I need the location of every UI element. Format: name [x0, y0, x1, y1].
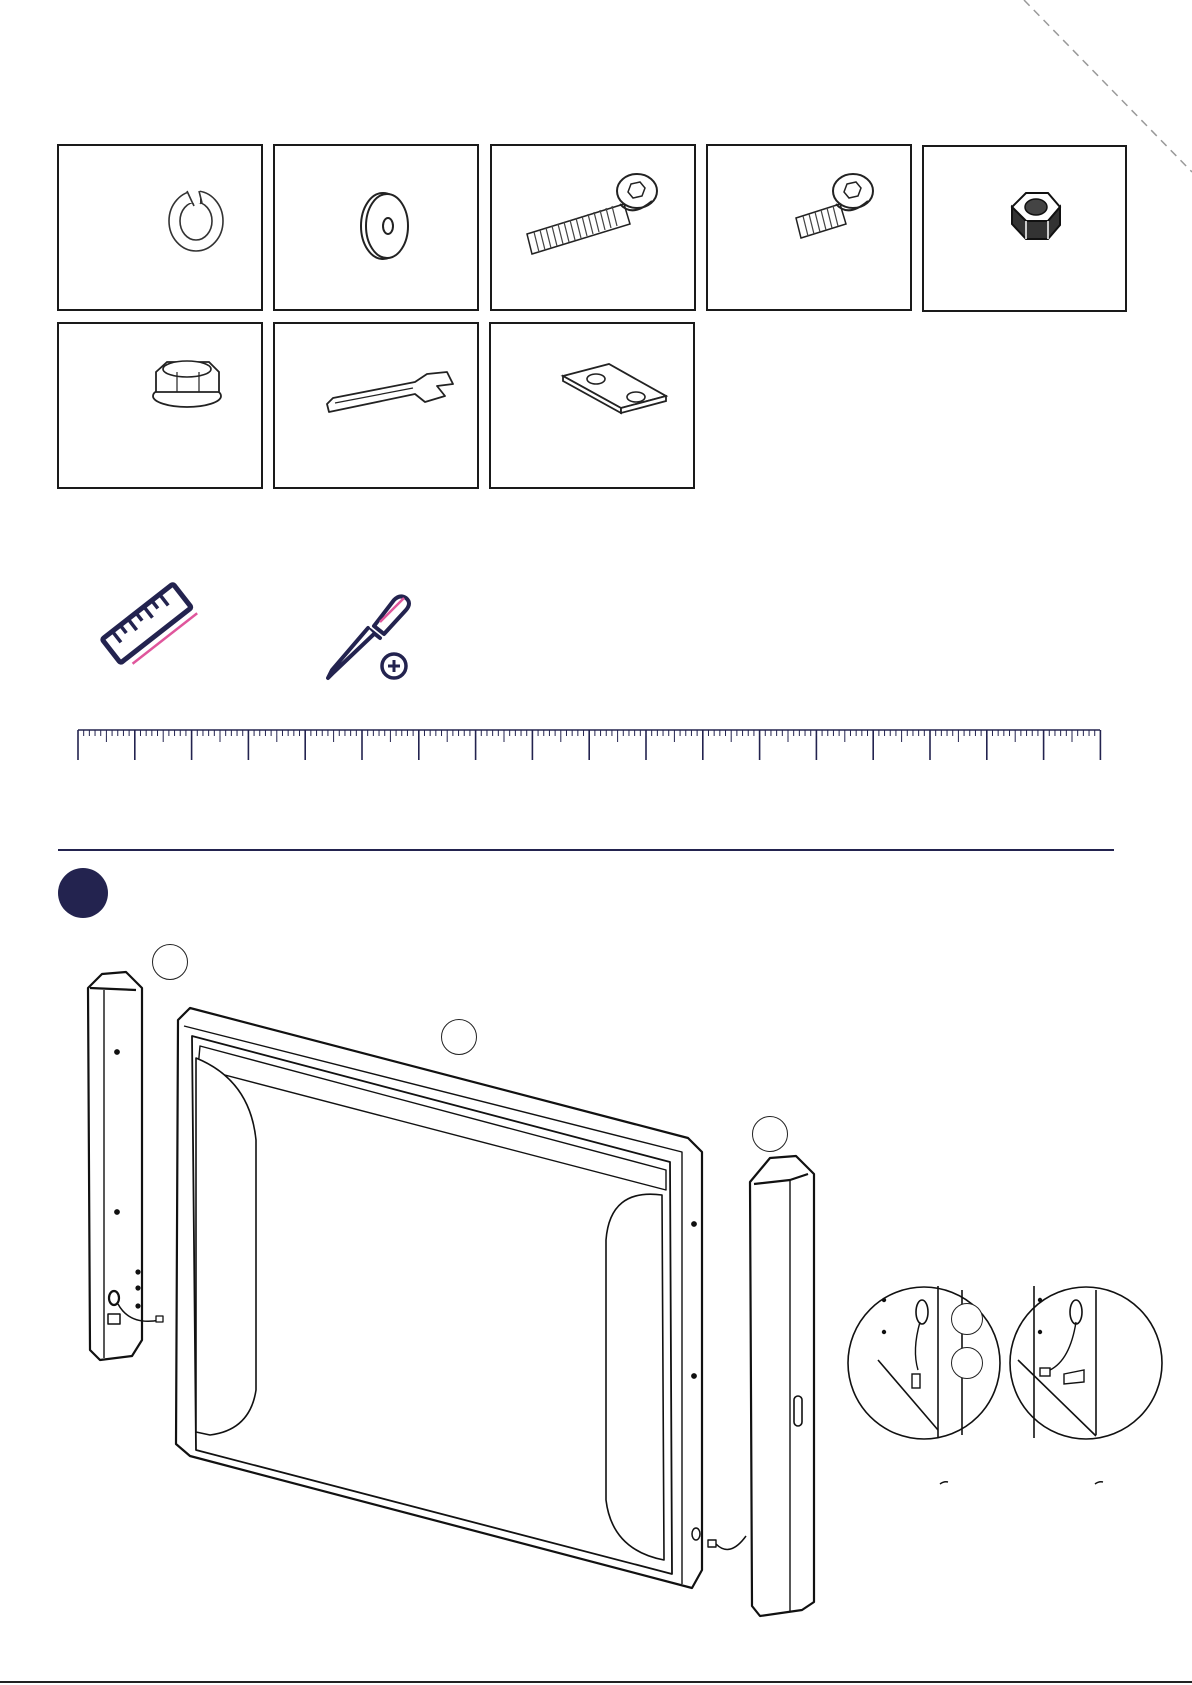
- detail-view-b: [1010, 1286, 1162, 1439]
- part-box-wrench: [273, 322, 479, 489]
- hex-nut-icon: [924, 147, 1129, 314]
- part-box-connecting-plate: [489, 322, 695, 489]
- part-box-flange-nut: [57, 322, 263, 489]
- callout-detail-b: [951, 1347, 983, 1379]
- phillips-screwdriver-icon: [318, 592, 418, 684]
- right-leg-part: [750, 1156, 814, 1616]
- callout-detail-a: [951, 1303, 983, 1335]
- spring-washer-icon: [59, 146, 265, 313]
- part-box-short-bolt: [706, 144, 912, 311]
- flat-washer-icon: [275, 146, 481, 313]
- callout-right-leg: [752, 1116, 788, 1152]
- flange-nut-icon: [59, 324, 265, 491]
- wrench-icon: [275, 324, 481, 491]
- callout-panel: [441, 1019, 477, 1055]
- step-divider: [58, 849, 1114, 851]
- part-box-spring-washer: [57, 144, 263, 311]
- measurement-scale: [76, 728, 1106, 762]
- ruler-icon: [98, 580, 198, 670]
- callout-left-leg: [152, 944, 188, 980]
- part-box-long-bolt: [490, 144, 696, 311]
- assembly-illustration: [0, 930, 1192, 1630]
- connecting-plate-icon: [491, 324, 697, 491]
- page-bottom-border: [0, 1681, 1192, 1683]
- short-hex-socket-bolt-icon: [708, 146, 914, 313]
- long-hex-socket-bolt-icon: [492, 146, 698, 313]
- main-panel-part: [176, 1008, 746, 1588]
- part-box-hex-nut: [922, 145, 1127, 312]
- step-number-badge: [58, 868, 108, 918]
- left-leg-part: [88, 972, 163, 1360]
- part-box-flat-washer: [273, 144, 479, 311]
